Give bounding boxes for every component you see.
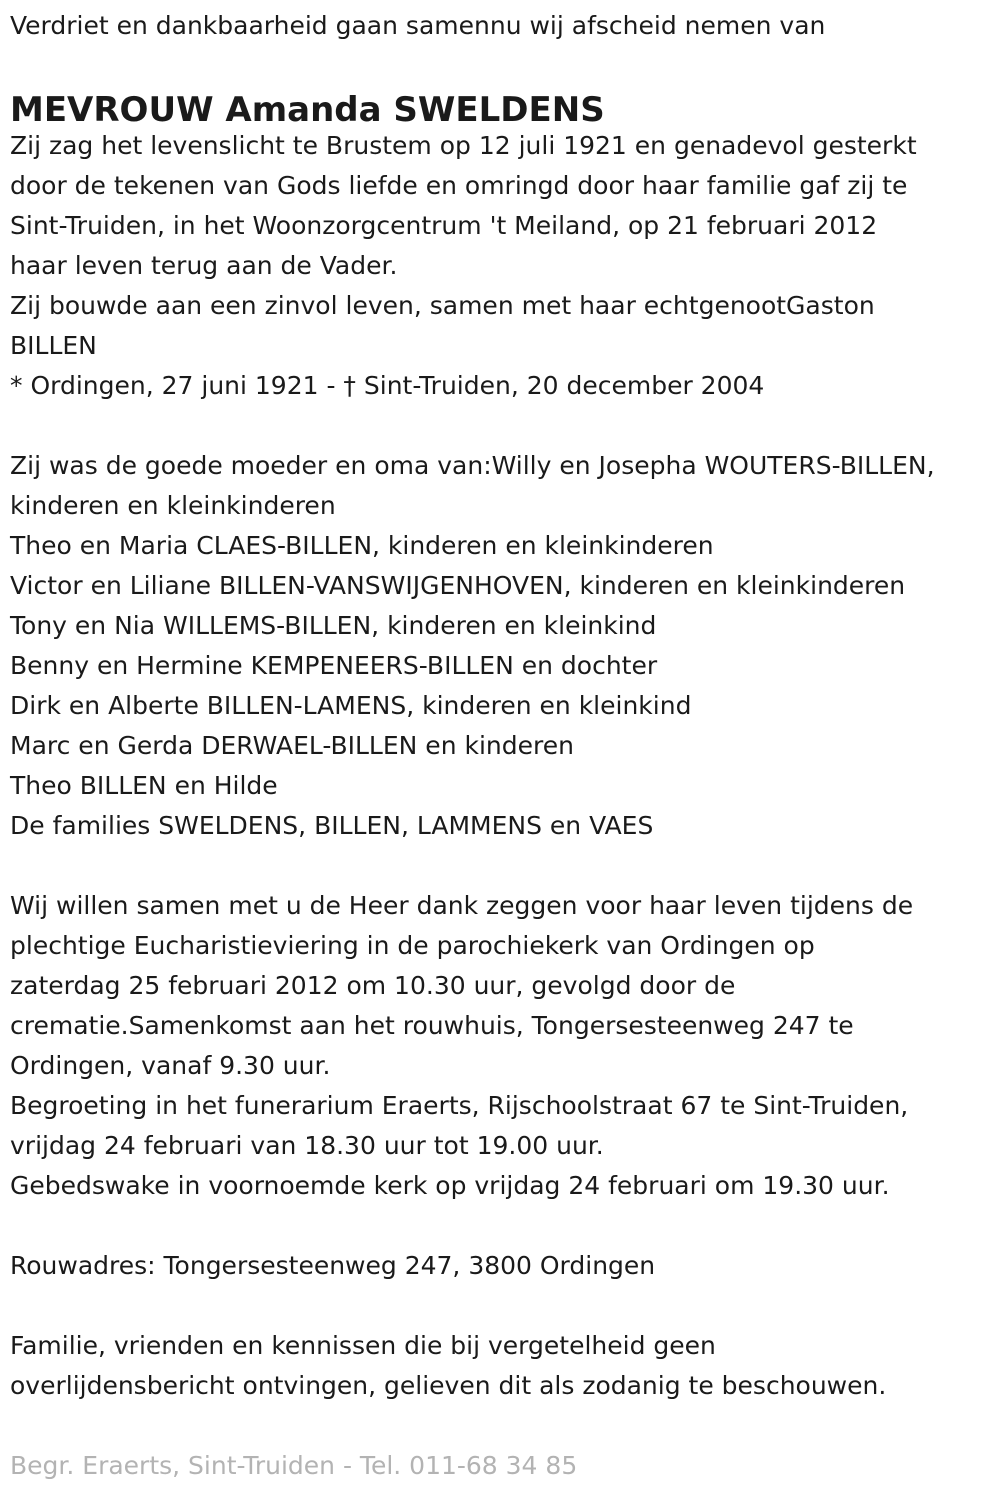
deceased-name: MEVROUW Amanda SWELDENS	[10, 90, 605, 130]
bio-line: door de tekenen van Gods liefde en omringd door haar familie gaf zij te	[10, 171, 908, 200]
family-line: Tony en Nia WILLEMS-BILLEN, kinderen en kleinkind	[10, 611, 657, 640]
family-line: Theo BILLEN en Hilde	[10, 771, 278, 800]
ceremony-line: Ordingen, vanaf 9.30 uur.	[10, 1051, 331, 1080]
family-line: Theo en Maria CLAES-BILLEN, kinderen en kleinkinderen	[10, 531, 714, 560]
family-line: De families SWELDENS, BILLEN, LAMMENS en VAES	[10, 811, 654, 840]
ceremony-details	[10, 886, 990, 1206]
family-line: Dirk en Alberte BILLEN-LAMENS, kinderen en kleinkind	[10, 691, 692, 720]
spouse-dates: * Ordingen, 27 juni 1921 - † Sint-Truiden, 20 december 2004	[10, 371, 765, 400]
spacer	[10, 1286, 990, 1326]
spacer	[10, 1406, 990, 1446]
bio-line: haar leven terug aan de Vader.	[10, 251, 398, 280]
ceremony-line: plechtige Eucharistieviering in de parochiekerk van Ordingen op	[10, 931, 815, 960]
bio-line: Zij bouwde aan een zinvol leven, samen met haar echtgenootGaston	[10, 291, 875, 320]
intro-text: Verdriet en dankbaarheid gaan samennu wij afscheid nemen van	[10, 11, 826, 40]
ceremony-line: crematie.Samenkomst aan het rouwhuis, Tongersesteenweg 247 te	[10, 1011, 854, 1040]
bio-line: BILLEN	[10, 331, 97, 360]
spacer	[10, 46, 990, 86]
biography	[10, 126, 990, 406]
family-line: kinderen en kleinkinderen	[10, 491, 336, 520]
notice-line: Familie, vrienden en kennissen die bij vergetelheid geen	[10, 1331, 716, 1360]
obituary-notice	[10, 6, 990, 1486]
notice-line: overlijdensbericht ontvingen, gelieven dit als zodanig te beschouwen.	[10, 1371, 887, 1400]
family-line: Zij was de goede moeder en oma van:Willy en Josepha WOUTERS-BILLEN,	[10, 451, 935, 480]
family-line: Victor en Liliane BILLEN-VANSWIJGENHOVEN, kinderen en kleinkinderen	[10, 571, 906, 600]
mourning-address: Rouwadres: Tongersesteenweg 247, 3800 Ordingen	[10, 1251, 656, 1280]
ceremony-line: Wij willen samen met u de Heer dank zeggen voor haar leven tijdens de	[10, 891, 914, 920]
spacer	[10, 406, 990, 446]
ceremony-line: zaterdag 25 februari 2012 om 10.30 uur, gevolgd door de	[10, 971, 736, 1000]
family-line: Marc en Gerda DERWAEL-BILLEN en kinderen	[10, 731, 574, 760]
ceremony-line: Begroeting in het funerarium Eraerts, Rijschoolstraat 67 te Sint-Truiden,	[10, 1091, 909, 1120]
funeral-home-footer: Begr. Eraerts, Sint-Truiden - Tel. 011-68 34 85	[10, 1451, 578, 1480]
spacer	[10, 1206, 990, 1246]
spacer	[10, 846, 990, 886]
bio-line: Sint-Truiden, in het Woonzorgcentrum 't Meiland, op 21 februari 2012	[10, 211, 878, 240]
family-list	[10, 446, 990, 846]
ceremony-line: vrijdag 24 februari van 18.30 uur tot 19.00 uur.	[10, 1131, 604, 1160]
notice	[10, 1326, 990, 1406]
family-line: Benny en Hermine KEMPENEERS-BILLEN en dochter	[10, 651, 658, 680]
ceremony-line: Gebedswake in voornoemde kerk op vrijdag 24 februari om 19.30 uur.	[10, 1171, 890, 1200]
bio-line: Zij zag het levenslicht te Brustem op 12 juli 1921 en genadevol gesterkt	[10, 131, 917, 160]
